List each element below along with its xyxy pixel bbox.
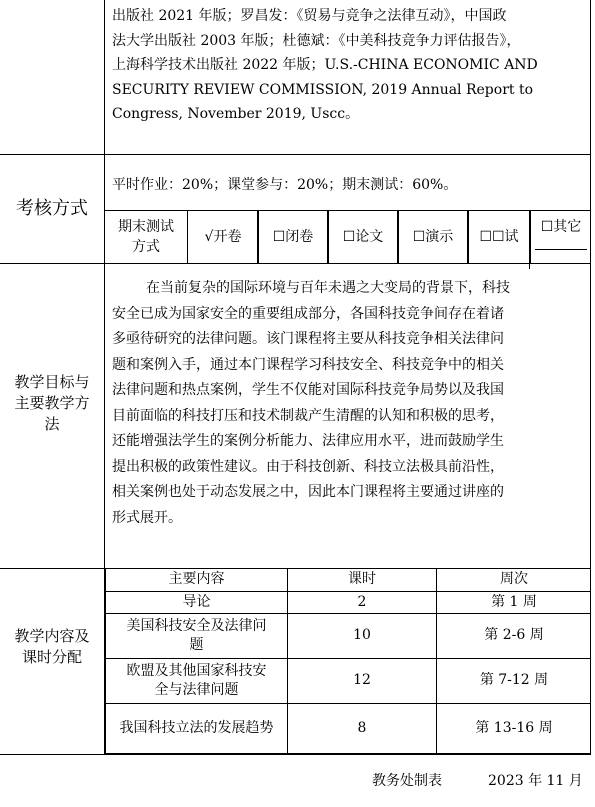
final-exam-method-row: [105, 211, 591, 263]
table-row: [106, 613, 592, 658]
divider-assessment: [0, 263, 591, 264]
divider-bottom: [0, 754, 591, 755]
objective-line: 安全已成为国家安全的重要组成部分，各国科技竞争间存在着诸: [112, 305, 504, 322]
table-row: [106, 658, 592, 703]
divider-references: [0, 154, 591, 155]
objective-line: 法律问题和热点案例，学生不仅能对国际科技竞争局势以及我国: [112, 382, 504, 398]
content-table: [105, 569, 591, 754]
checkbox-icon: ☐: [412, 229, 426, 245]
assessment-weights: 平时作业：20%；课堂参与：20%；期末测试：60%。: [112, 177, 458, 193]
reference-line: Congress, November 2019, Uscc。: [112, 106, 360, 122]
objective-line: 多亟待研究的法律问题。该门课程将主要从科技竞争相关法律问: [112, 331, 504, 347]
checkbox-icon: ☐: [272, 229, 286, 245]
footer-maker: 教务处制表: [372, 773, 442, 789]
weeks-cell: 第 13-16 周: [437, 703, 592, 753]
reference-line: SECURITY REVIEW COMMISSION, 2019 Annual Report to: [112, 81, 534, 98]
option-other[interactable]: ☐其它: [529, 211, 592, 269]
check-mark-icon: √: [204, 229, 214, 245]
topic-cell: 美国科技安全及法律问题: [106, 613, 288, 658]
hours-cell: 8: [288, 703, 437, 753]
header-topic: 主要内容: [106, 569, 288, 591]
table-row: [106, 703, 592, 753]
objective-line: 相关案例也处于动态发展之中，因此本门课程将主要通过讲座的: [112, 484, 504, 500]
objectives-text: [112, 276, 582, 531]
option-closed-book[interactable]: ☐ 闭卷: [257, 211, 329, 263]
objectives-label: 教学目标与主要教学方法: [14, 373, 90, 433]
objective-line: 提出积极的政策性建议。由于科技创新、科技立法极具前沿性，: [112, 458, 504, 475]
topic-cell: 欧盟及其他国家科技安全与法律问题: [106, 658, 288, 703]
header-weeks: 周次: [437, 569, 592, 591]
final-exam-label: 期末测试方式: [105, 211, 188, 263]
header-hours: 课时: [288, 569, 437, 591]
content-label: 教学内容及课时分配: [14, 627, 90, 666]
reference-line: 法大学出版社 2003 年版；杜德斌：《中美科技竞争力评估报告》，: [112, 32, 521, 49]
option-oral-exam[interactable]: ☐ ☐试: [467, 211, 531, 263]
objective-line: 还能增强法学生的案例分析能力、法律应用水平，进而鼓励学生: [112, 433, 504, 449]
reference-line: 出版社 2021 年版；罗昌发：《贸易与竞争之法律互动》，中国政: [112, 8, 507, 24]
topic-cell: 导论: [106, 591, 288, 613]
references-text: [112, 4, 588, 127]
option-presentation[interactable]: ☐ 演示: [397, 211, 469, 263]
objective-line: 在当前复杂的国际环境与百年未遇之大变局的背景下，科技: [146, 280, 510, 296]
assessment-label: 考核方式: [16, 198, 88, 219]
hours-cell: 10: [288, 613, 437, 658]
weeks-cell: 第 1 周: [437, 591, 592, 613]
objective-line: 目前面临的科技打压和技术制裁产生清醒的认知和积极的思考，: [112, 407, 504, 424]
objective-line: 形式展开。: [112, 509, 182, 526]
checkbox-icon: ☐: [479, 229, 492, 245]
option-paper[interactable]: ☐ 论文: [327, 211, 399, 263]
hours-cell: 12: [288, 658, 437, 703]
objective-line: 题和案例入手，通过本门课程学习科技安全、科技竞争中的相关: [112, 356, 504, 373]
topic-cell: 我国科技立法的发展趋势: [106, 703, 288, 753]
footer-date: 2023 年 11 月: [488, 773, 583, 789]
hours-cell: 2: [288, 591, 437, 613]
option-open-book[interactable]: √ 开卷: [187, 211, 259, 263]
checkbox-icon: ☐: [540, 219, 554, 235]
other-blank-line: [535, 249, 587, 250]
weeks-cell: 第 7-12 周: [437, 658, 592, 703]
table-header-row: [106, 569, 592, 591]
page-footer: [372, 770, 583, 790]
weeks-cell: 第 2-6 周: [437, 613, 592, 658]
reference-line: 上海科学技术出版社 2022 年版；U.S.-CHINA ECONOMIC AND: [112, 57, 538, 73]
checkbox-icon: ☐: [342, 229, 356, 245]
table-row: [106, 591, 592, 613]
